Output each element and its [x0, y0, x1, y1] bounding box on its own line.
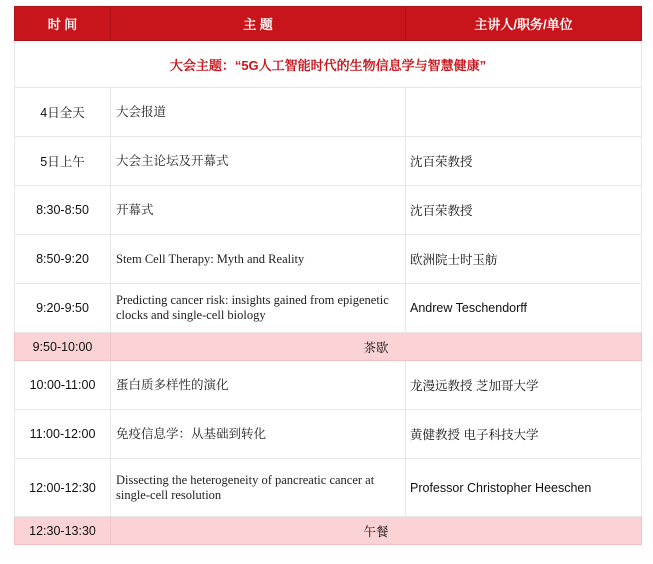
table-row: [15, 235, 642, 284]
break-label: 午餐: [111, 517, 642, 545]
row-topic: 蛋白质多样性的演化: [111, 361, 406, 410]
row-time: 12:00-12:30: [15, 459, 111, 517]
row-time: 11:00-12:00: [15, 410, 111, 459]
row-time: 4日全天: [15, 88, 111, 137]
table-row: [15, 410, 642, 459]
header-speaker: 主讲人/职务/单位: [406, 7, 642, 41]
row-topic: Stem Cell Therapy: Myth and Reality: [111, 235, 406, 284]
table-row: [15, 459, 642, 517]
table-row: [15, 186, 642, 235]
break-label: 茶歇: [111, 333, 642, 361]
row-time: 5日上午: [15, 137, 111, 186]
row-topic: Dissecting the heterogeneity of pancreatic cancer at single-cell resolution: [111, 459, 406, 517]
row-speaker: 龙漫远教授 芝加哥大学: [406, 361, 642, 410]
row-topic: Predicting cancer risk: insights gained from epigenetic clocks and single-cell biology: [111, 284, 406, 333]
break-time: 9:50-10:00: [15, 333, 111, 361]
table-row: [15, 137, 642, 186]
table-row: [15, 284, 642, 333]
row-speaker: 欧洲院士时玉舫: [406, 235, 642, 284]
row-speaker: [406, 88, 642, 137]
break-row-tea: [15, 333, 642, 361]
row-topic: 大会报道: [111, 88, 406, 137]
row-speaker: 黄健教授 电子科技大学: [406, 410, 642, 459]
row-time: 9:20-9:50: [15, 284, 111, 333]
row-topic: 开幕式: [111, 186, 406, 235]
header-row: [15, 7, 642, 41]
break-time: 12:30-13:30: [15, 517, 111, 545]
header-topic: 主 题: [111, 7, 406, 41]
row-speaker: 沈百荣教授: [406, 137, 642, 186]
row-speaker: 沈百荣教授: [406, 186, 642, 235]
schedule-table-container: [14, 6, 641, 545]
break-row-lunch: [15, 517, 642, 545]
conference-theme: 大会主题：“5G人工智能时代的生物信息学与智慧健康”: [15, 41, 642, 88]
schedule-table: [14, 6, 642, 545]
row-speaker: Andrew Teschendorff: [406, 284, 642, 333]
header-time: 时 间: [15, 7, 111, 41]
row-time: 10:00-11:00: [15, 361, 111, 410]
row-topic: 免疫信息学：从基础到转化: [111, 410, 406, 459]
row-time: 8:50-9:20: [15, 235, 111, 284]
row-topic: 大会主论坛及开幕式: [111, 137, 406, 186]
row-time: 8:30-8:50: [15, 186, 111, 235]
table-row: [15, 361, 642, 410]
table-row: [15, 88, 642, 137]
row-speaker: Professor Christopher Heeschen: [406, 459, 642, 517]
theme-row: [15, 41, 642, 88]
